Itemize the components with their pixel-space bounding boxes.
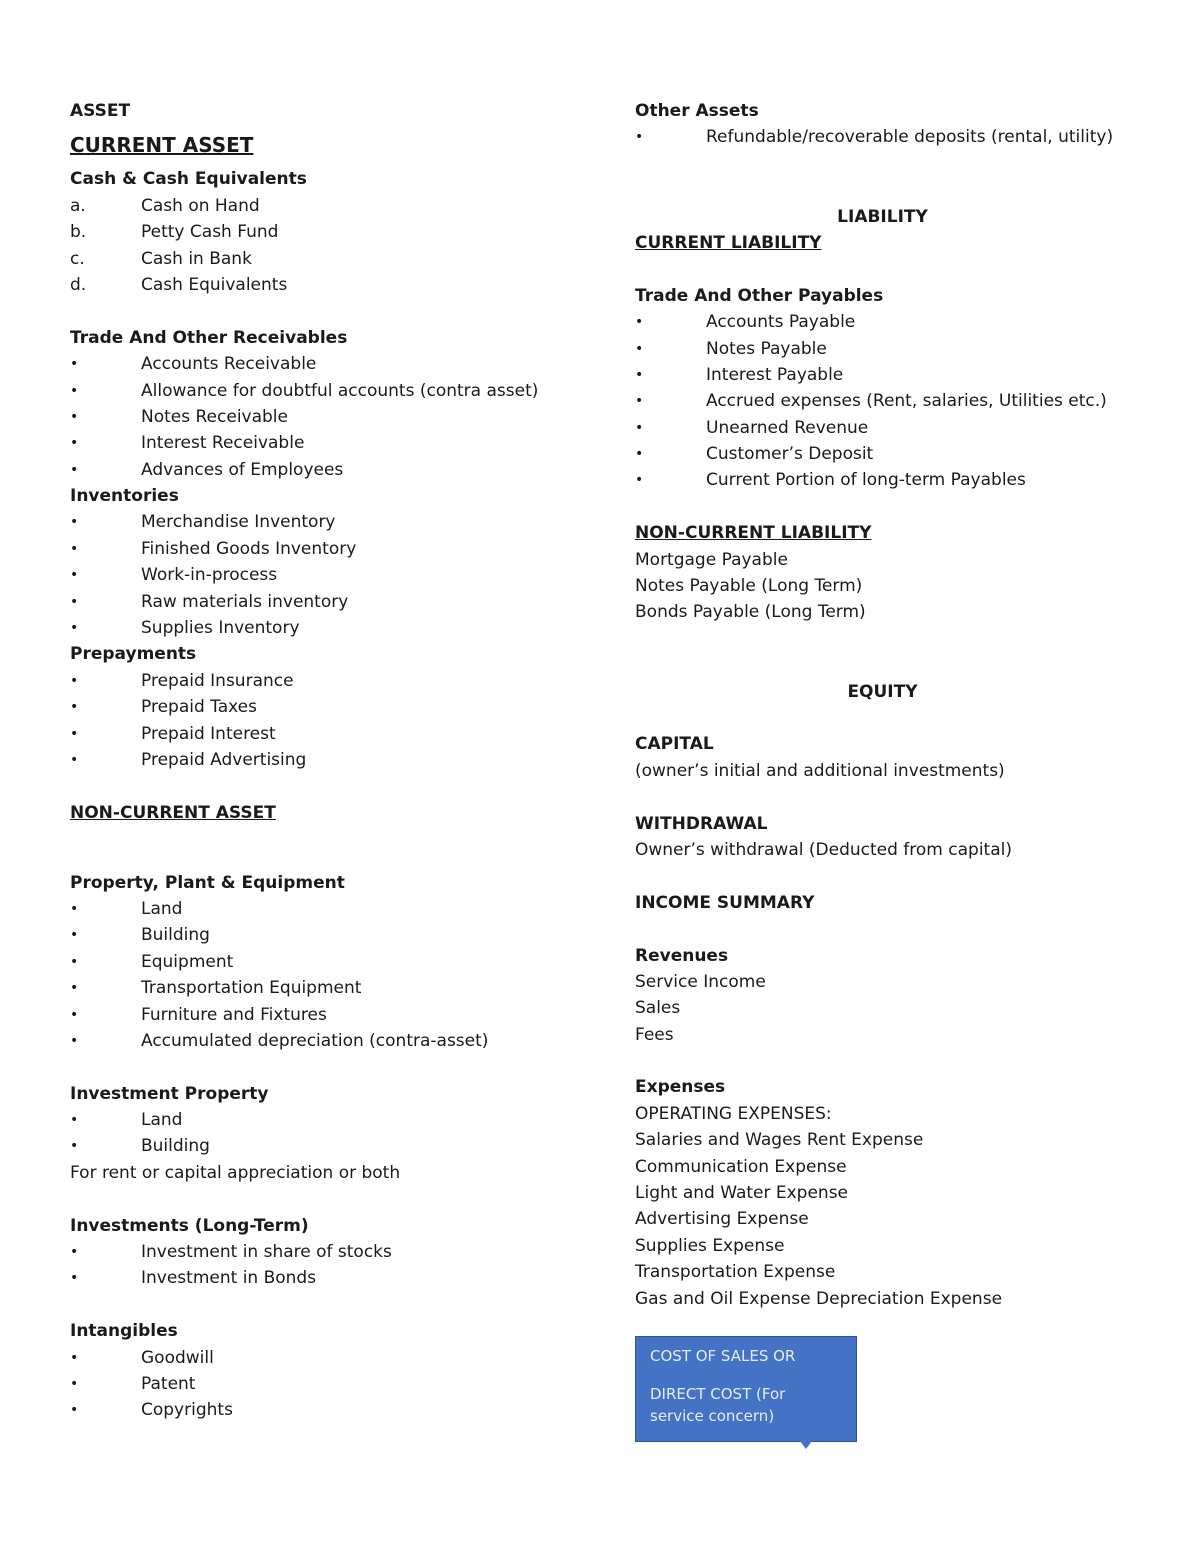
list-item-text: Cash in Bank: [141, 248, 252, 269]
bullet-icon: •: [635, 446, 644, 463]
list-item: [70, 193, 600, 219]
bullet-icon: •: [70, 980, 79, 997]
asset-title: ASSET: [70, 101, 131, 121]
list-item-text: Accrued expenses (Rent, salaries, Utilities etc.): [706, 391, 1107, 412]
text-line: Communication Expense: [635, 1156, 847, 1177]
list-marker: c.: [70, 248, 85, 269]
text-line: Transportation Expense: [635, 1262, 836, 1283]
list-item: [70, 589, 600, 615]
list-item: [635, 441, 1155, 467]
text-line: Notes Payable (Long Term): [635, 576, 863, 597]
list-item: [635, 388, 1155, 414]
text-line: Salaries and Wages Rent Expense: [635, 1130, 924, 1151]
inventories-heading: Inventories: [70, 486, 179, 507]
bullet-icon: •: [70, 356, 79, 373]
list-item-text: Prepaid Advertising: [141, 749, 307, 770]
text-line: Advertising Expense: [635, 1209, 809, 1230]
list-item: [70, 747, 600, 773]
investment-property-note: For rent or capital appreciation or both: [70, 1162, 401, 1183]
bullet-icon: •: [635, 393, 644, 410]
bullet-icon: •: [635, 366, 644, 383]
bullet-icon: •: [70, 567, 79, 584]
list-item-text: Notes Receivable: [141, 406, 288, 427]
list-item: [70, 694, 600, 720]
current-asset-heading: CURRENT ASSET: [70, 133, 254, 158]
non-current-asset-heading: NON-CURRENT ASSET: [70, 802, 276, 823]
callout-line-1: COST OF SALES OR: [650, 1347, 796, 1365]
list-item-text: Furniture and Fixtures: [141, 1004, 327, 1025]
withdrawal-text: Owner’s withdrawal (Deducted from capital): [635, 839, 1012, 860]
list-item-text: Goodwill: [141, 1347, 214, 1368]
list-item: [70, 975, 600, 1001]
bullet-icon: •: [70, 1244, 79, 1261]
equity-title: EQUITY: [847, 681, 918, 702]
bullet-icon: •: [70, 435, 79, 452]
list-item-text: Petty Cash Fund: [141, 222, 279, 243]
list-item: [70, 896, 600, 922]
bullet-icon: •: [635, 129, 644, 146]
text-line: Sales: [635, 998, 681, 1019]
text-line: OPERATING EXPENSES:: [635, 1103, 832, 1124]
intangibles-heading: Intangibles: [70, 1321, 178, 1342]
list-item: [635, 415, 1155, 441]
list-item: [70, 509, 600, 535]
callout-tail: [800, 1441, 812, 1449]
text-line: Service Income: [635, 971, 766, 992]
bullet-icon: •: [70, 1375, 79, 1392]
callout-line-2: DIRECT COST (For service concern): [650, 1385, 786, 1425]
bullet-icon: •: [70, 1032, 79, 1049]
list-item: [70, 1107, 600, 1133]
payables-heading: Trade And Other Payables: [635, 285, 884, 306]
list-item-text: Transportation Equipment: [141, 978, 362, 999]
bullet-icon: •: [70, 1402, 79, 1419]
ppe-heading: Property, Plant & Equipment: [70, 872, 345, 893]
text-line: Mortgage Payable: [635, 549, 788, 570]
bullet-icon: •: [70, 1270, 79, 1287]
list-item-text: Current Portion of long-term Payables: [706, 470, 1026, 491]
list-item-text: Accounts Payable: [706, 312, 856, 333]
list-item: [70, 922, 600, 948]
bullet-icon: •: [70, 927, 79, 944]
cost-of-sales-callout: [635, 1336, 857, 1442]
list-item-text: Interest Receivable: [141, 433, 305, 454]
bullet-icon: •: [70, 1112, 79, 1129]
revenues-heading: Revenues: [635, 945, 729, 966]
bullet-icon: •: [70, 461, 79, 478]
list-item-text: Refundable/recoverable deposits (rental, utility): [706, 127, 1114, 148]
list-item: [70, 1397, 600, 1423]
list-item-text: Interest Payable: [706, 364, 844, 385]
bullet-icon: •: [635, 314, 644, 331]
list-item-text: Investment in share of stocks: [141, 1242, 392, 1263]
list-item-text: Copyrights: [141, 1400, 233, 1421]
list-item-text: Unearned Revenue: [706, 417, 869, 438]
list-item: [70, 246, 600, 272]
list-item: [70, 457, 600, 483]
list-item-text: Patent: [141, 1373, 196, 1394]
list-item-text: Building: [141, 1136, 210, 1157]
list-item-text: Merchandise Inventory: [141, 512, 336, 533]
list-item-text: Prepaid Insurance: [141, 670, 294, 691]
list-item-text: Customer’s Deposit: [706, 444, 874, 465]
list-item: [635, 336, 1155, 362]
text-line: Gas and Oil Expense Depreciation Expense: [635, 1288, 1003, 1309]
list-item: [635, 309, 1155, 335]
right-column: [635, 98, 1155, 1312]
text-line: Light and Water Expense: [635, 1183, 849, 1204]
expenses-heading: Expenses: [635, 1077, 726, 1098]
list-item-text: Investment in Bonds: [141, 1268, 317, 1289]
bullet-icon: •: [70, 620, 79, 637]
text-line: Supplies Expense: [635, 1235, 785, 1256]
list-item: [70, 430, 600, 456]
list-item: [70, 1133, 600, 1159]
list-item-text: Advances of Employees: [141, 459, 344, 480]
bullet-icon: •: [635, 419, 644, 436]
text-line: Bonds Payable (Long Term): [635, 602, 866, 623]
withdrawal-heading: WITHDRAWAL: [635, 813, 768, 834]
capital-text: (owner’s initial and additional investments): [635, 760, 1005, 781]
bullet-icon: •: [70, 1349, 79, 1366]
current-liability-heading: CURRENT LIABILITY: [635, 232, 822, 253]
bullet-icon: •: [635, 472, 644, 489]
bullet-icon: •: [70, 408, 79, 425]
list-item: [635, 467, 1155, 493]
bullet-icon: •: [70, 1138, 79, 1155]
bullet-icon: •: [70, 725, 79, 742]
list-item: [70, 1028, 600, 1054]
list-item-text: Prepaid Taxes: [141, 697, 257, 718]
left-column: [70, 98, 600, 1424]
liability-title: LIABILITY: [837, 206, 928, 227]
investments-heading: Investments (Long-Term): [70, 1215, 309, 1236]
list-marker: b.: [70, 222, 87, 243]
list-item: [70, 668, 600, 694]
list-item-text: Accumulated depreciation (contra-asset): [141, 1030, 489, 1051]
list-item: [70, 562, 600, 588]
list-item: [70, 1345, 600, 1371]
list-item: [70, 1265, 600, 1291]
list-item: [635, 362, 1155, 388]
list-item-text: Accounts Receivable: [141, 354, 317, 375]
bullet-icon: •: [70, 593, 79, 610]
list-item: [70, 949, 600, 975]
list-item-text: Supplies Inventory: [141, 618, 300, 639]
income-summary-heading: INCOME SUMMARY: [635, 892, 815, 913]
list-item-text: Allowance for doubtful accounts (contra asset): [141, 380, 539, 401]
list-item: [70, 272, 600, 298]
cash-heading: Cash & Cash Equivalents: [70, 169, 307, 190]
list-item: [70, 219, 600, 245]
list-item: [70, 351, 600, 377]
list-item-text: Prepaid Interest: [141, 723, 276, 744]
list-item: [70, 615, 600, 641]
non-current-liability-heading: NON-CURRENT LIABILITY: [635, 523, 872, 544]
bullet-icon: •: [70, 953, 79, 970]
bullet-icon: •: [70, 699, 79, 716]
bullet-icon: •: [70, 540, 79, 557]
bullet-icon: •: [70, 672, 79, 689]
list-item: [70, 536, 600, 562]
list-item: [70, 721, 600, 747]
list-marker: d.: [70, 274, 87, 295]
list-item: [70, 378, 600, 404]
other-assets-heading: Other Assets: [635, 101, 759, 121]
bullet-icon: •: [70, 1006, 79, 1023]
receivables-heading: Trade And Other Receivables: [70, 327, 348, 348]
text-line: Fees: [635, 1024, 674, 1045]
list-item-text: Building: [141, 925, 210, 946]
list-item-text: Work-in-process: [141, 565, 278, 586]
list-item: [70, 1002, 600, 1028]
capital-heading: CAPITAL: [635, 734, 714, 755]
prepayments-heading: Prepayments: [70, 644, 197, 665]
list-item-text: Cash on Hand: [141, 195, 260, 216]
bullet-icon: •: [70, 514, 79, 531]
list-item: [635, 124, 1155, 150]
list-item-text: Finished Goods Inventory: [141, 538, 357, 559]
list-item-text: Land: [141, 898, 183, 919]
list-item: [70, 1239, 600, 1265]
bullet-icon: •: [635, 340, 644, 357]
investment-property-heading: Investment Property: [70, 1083, 269, 1104]
list-item-text: Land: [141, 1110, 183, 1131]
list-item-text: Equipment: [141, 951, 234, 972]
list-marker: a.: [70, 195, 86, 216]
bullet-icon: •: [70, 900, 79, 917]
list-item-text: Notes Payable: [706, 338, 827, 359]
list-item-text: Raw materials inventory: [141, 591, 349, 612]
list-item-text: Cash Equivalents: [141, 274, 288, 295]
bullet-icon: •: [70, 751, 79, 768]
list-item: [70, 404, 600, 430]
bullet-icon: •: [70, 382, 79, 399]
list-item: [70, 1371, 600, 1397]
